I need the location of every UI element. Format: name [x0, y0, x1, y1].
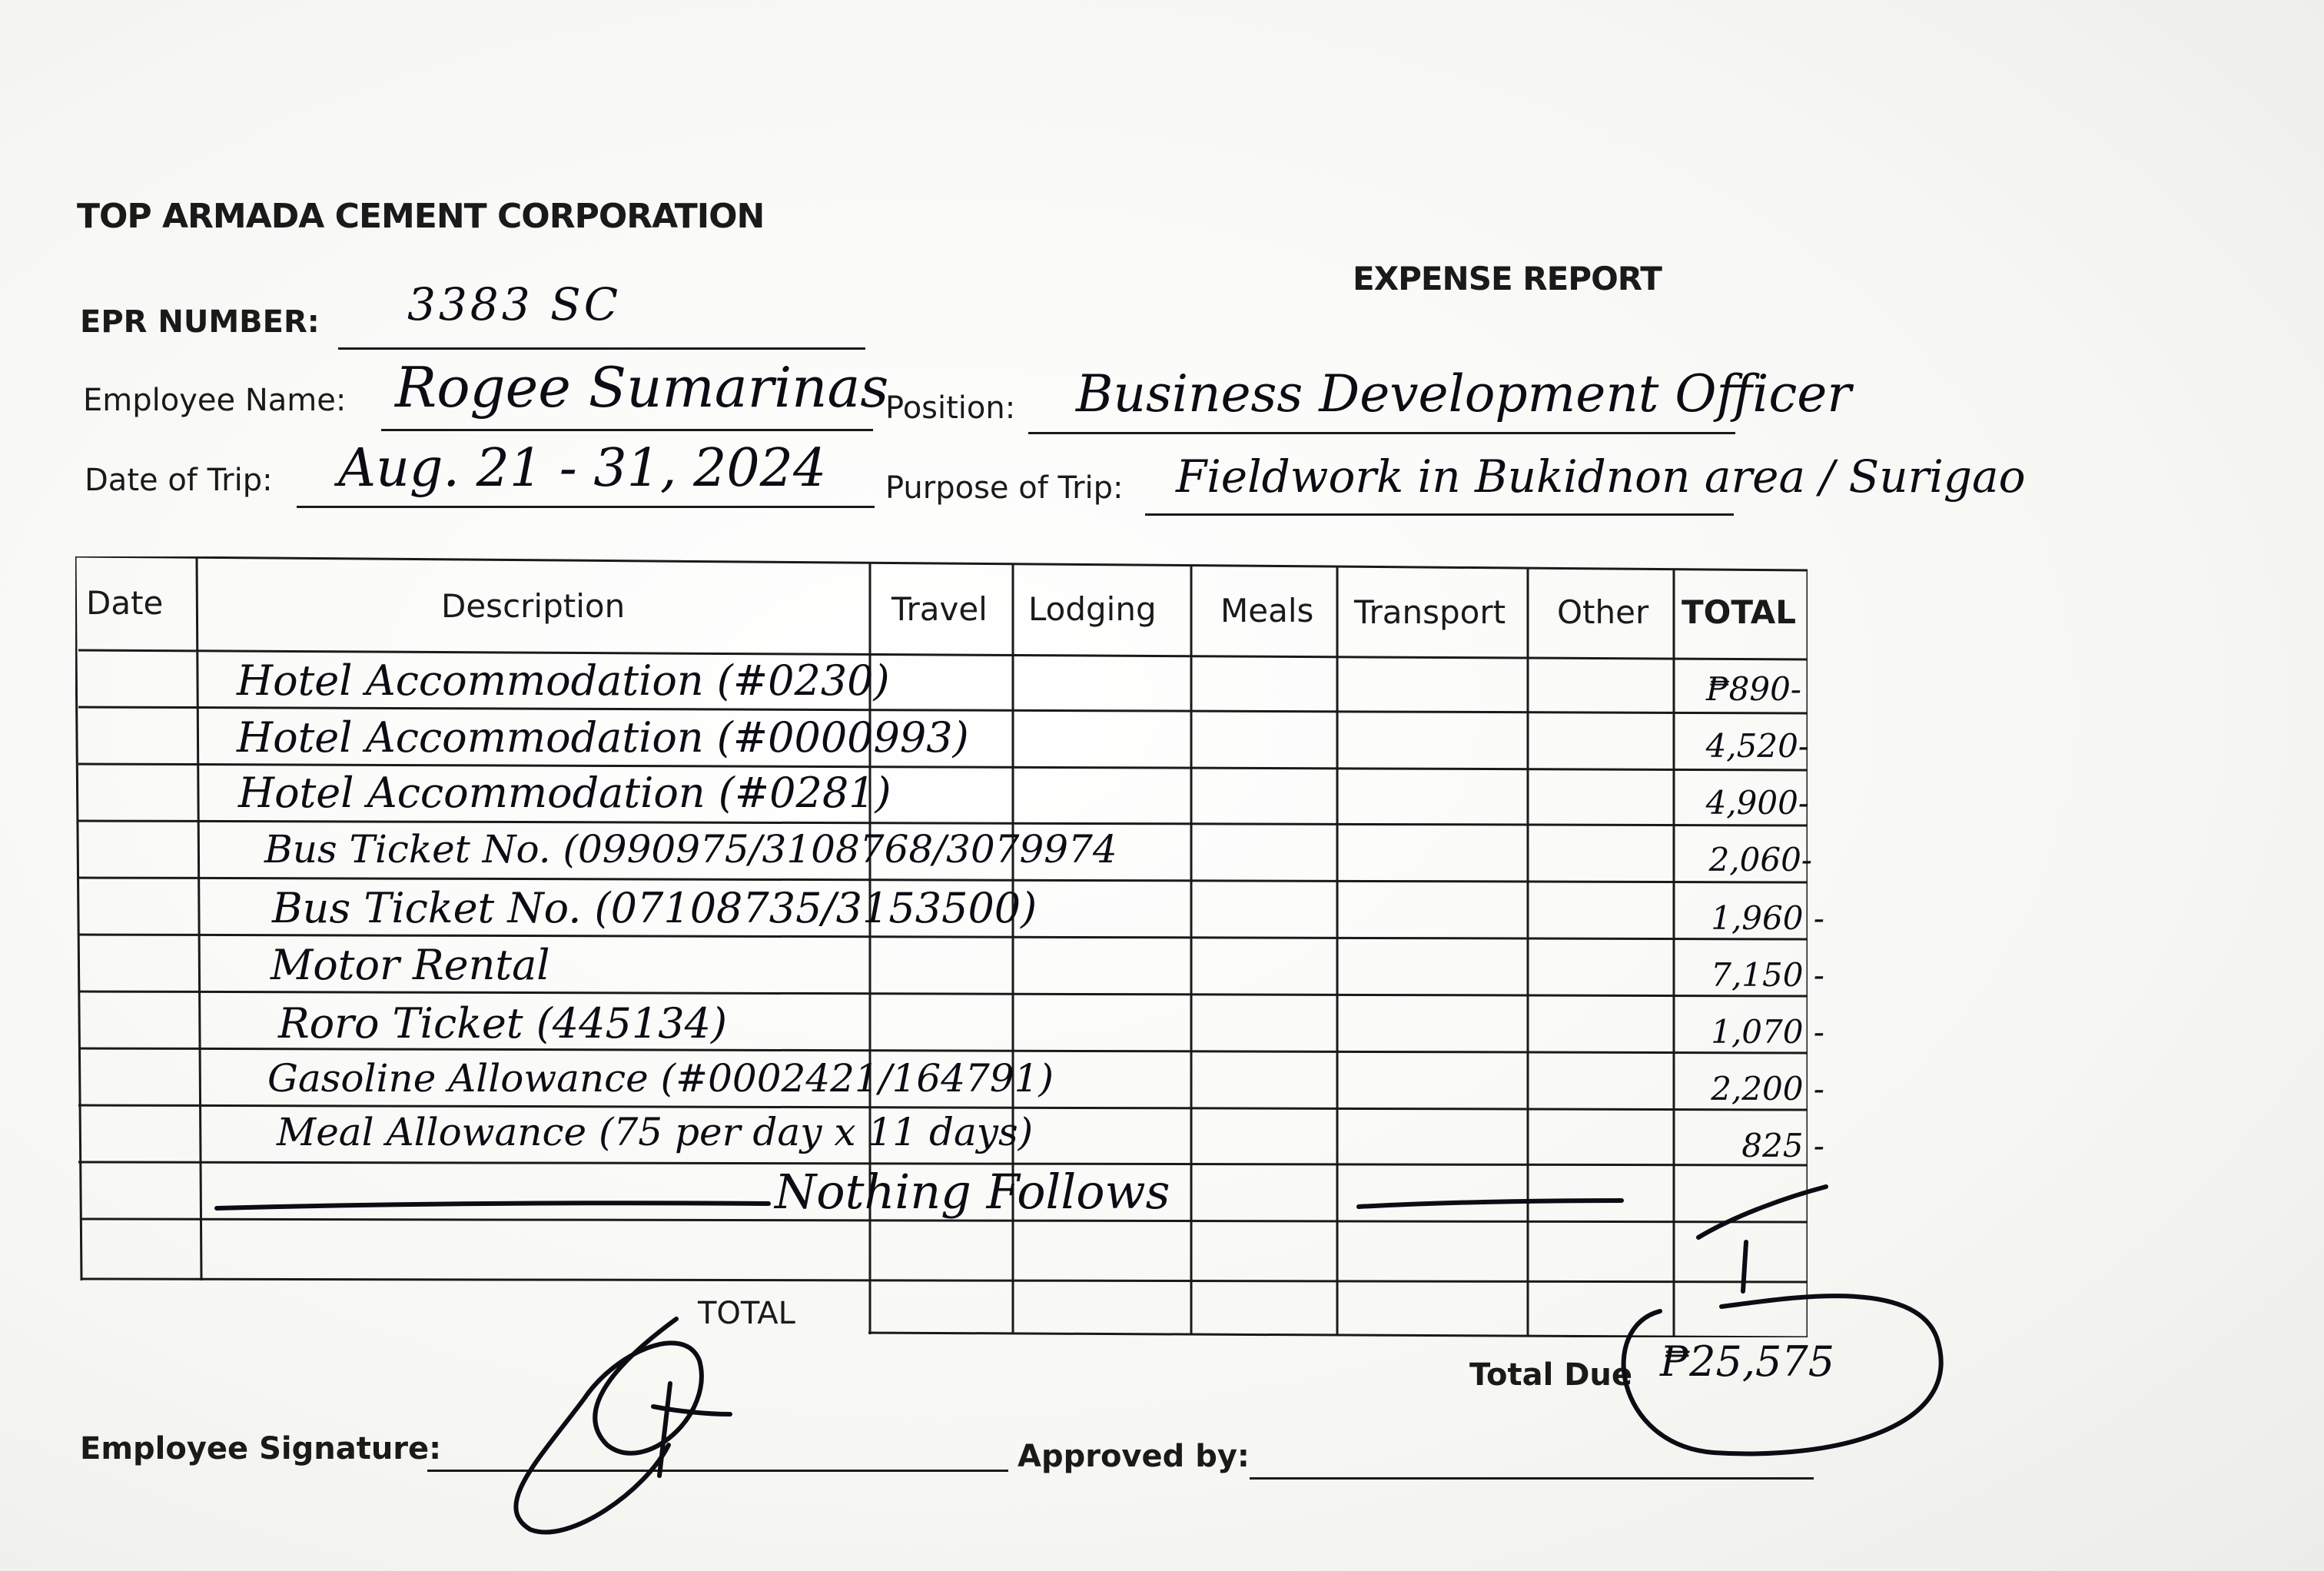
header-lodging: Lodging	[1028, 590, 1157, 628]
row-total: 7,150 -	[1711, 956, 1824, 994]
row-description: Hotel Accommodation (#0230)	[237, 656, 890, 705]
row-total: 4,520-	[1705, 727, 1809, 765]
approved-by-label: Approved by:	[1018, 1439, 1250, 1474]
total-due-label: Total Due	[1469, 1357, 1633, 1393]
row-total: 2,200 -	[1711, 1070, 1824, 1108]
nothing-follows-note: Nothing Follows	[775, 1164, 1170, 1220]
row-description: Motor Rental	[271, 941, 550, 989]
row-total: 2,060-	[1708, 841, 1812, 878]
purpose-of-trip-value: Fieldwork in Bukidnon area / Surigao	[1176, 450, 2026, 503]
total-due-value: ₱25,575	[1660, 1337, 1835, 1386]
employee-name-value: Rogee Sumarinas	[395, 355, 889, 420]
row-total: ₱890-	[1705, 670, 1801, 708]
epr-number-value: 3383 SC	[407, 278, 622, 330]
header-travel: Travel	[891, 590, 988, 628]
row-description: Roro Ticket (445134)	[278, 999, 728, 1048]
row-total: 825 -	[1741, 1127, 1824, 1164]
position-value: Business Development Officer	[1076, 364, 1851, 423]
signature-stroke	[659, 1383, 670, 1476]
company-name: TOP ARMADA CEMENT CORPORATION	[77, 197, 765, 236]
row-description: Hotel Accommodation (#0000993)	[237, 713, 969, 762]
header-description: Description	[441, 587, 626, 625]
nothing-follows-right-line	[1359, 1201, 1622, 1207]
closing-tick-mark	[1743, 1242, 1746, 1291]
table-total-label: TOTAL	[698, 1296, 795, 1331]
header-transport: Transport	[1354, 593, 1506, 631]
row-total: 1,960 -	[1711, 899, 1824, 937]
closing-slash-mark	[1698, 1187, 1826, 1237]
position-label: Position:	[885, 390, 1016, 426]
report-title: EXPENSE REPORT	[1353, 260, 1662, 297]
date-of-trip-value: Aug. 21 - 31, 2024	[338, 438, 827, 499]
row-description: Gasoline Allowance (#0002421/164791)	[267, 1056, 1054, 1101]
employee-name-label: Employee Name:	[83, 383, 347, 418]
row-description: Hotel Accommodation (#0281)	[238, 769, 891, 817]
total-due-circle	[1624, 1296, 1941, 1453]
row-description: Meal Allowance (75 per day x 11 days)	[277, 1110, 1034, 1154]
header-meals: Meals	[1220, 592, 1314, 629]
date-of-trip-label: Date of Trip:	[85, 463, 273, 498]
header-date: Date	[86, 584, 164, 622]
epr-number-label: EPR NUMBER:	[80, 304, 320, 340]
nothing-follows-left-line	[217, 1203, 769, 1208]
header-other: Other	[1557, 593, 1649, 631]
row-total: 4,900-	[1705, 784, 1809, 822]
row-description: Bus Ticket No. (0990975/3108768/3079974	[264, 827, 1117, 872]
header-total: TOTAL	[1682, 593, 1797, 631]
employee-signature	[516, 1319, 701, 1532]
employee-signature-label: Employee Signature:	[80, 1431, 442, 1466]
row-total: 1,070 -	[1711, 1013, 1824, 1051]
row-description: Bus Ticket No. (07108735/3153500)	[272, 884, 1038, 932]
purpose-of-trip-label: Purpose of Trip:	[885, 470, 1124, 506]
